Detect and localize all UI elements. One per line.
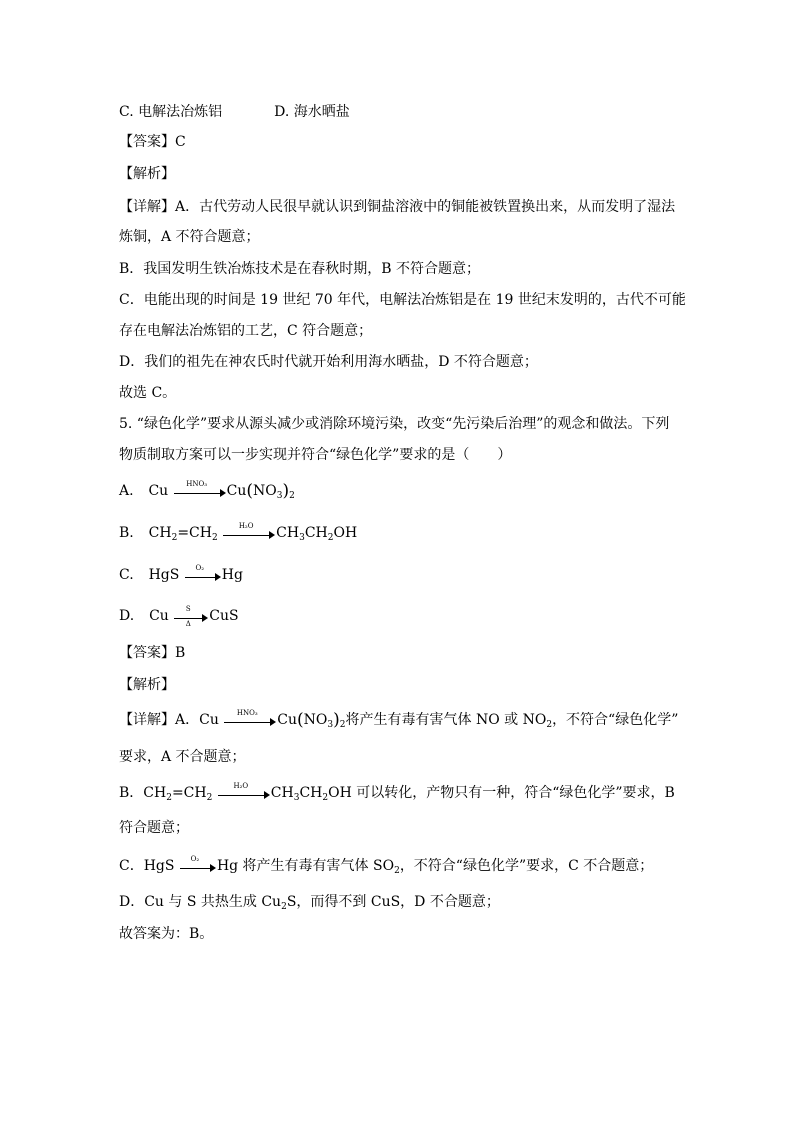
detail-d-pre: D．Cu 与 S 共热生成 Cu [119,894,282,910]
q5-detail-c [119,856,653,876]
q4-detail-a-line2: 炼铜，A 不符合题意； [119,229,260,245]
detail-a-product-inner-sub: 3 [327,720,334,730]
detail-c-tail: ，不符合“绿色化学”要求，C 不合题意； [399,858,654,874]
detail-d-post: S，而得不到 CuS，D 不合题意； [286,894,500,910]
detail-b-reactant-eq: =CH [171,785,207,801]
option-d-text: D. 海水晒盐 [274,104,350,120]
option-b-reactant-1-sub: 2 [171,533,178,543]
option-d-reagent-below: Δ [185,620,191,628]
option-a-product-sub: 2 [289,491,295,501]
detail-b-product-2-sub: 2 [322,793,329,803]
reaction-arrow-icon [174,480,226,499]
option-b-reagent: H₂O [238,522,254,530]
reaction-arrow-icon [223,522,275,541]
q5-analysis-heading: 【解析】 [119,677,175,693]
option-d-label: D. [119,608,135,624]
q4-detail-d: D．我们的祖先在神农氏时代就开始利用海水晒盐，D 不符合题意； [119,354,538,370]
detail-a-tail: ，不符合“绿色化学” [552,712,679,728]
detail-c-prefix: C．HgS [119,858,175,874]
q4-answer: 【答案】C [119,134,186,150]
option-a-reagent: HNO₃ [186,480,208,488]
detail-b-suffix: OH 可以转化，产物只有一种，符合“绿色化学”要求，B [328,785,675,801]
option-d-reactant: Cu [149,608,169,624]
q5-detail-b-line2: 符合题意； [119,820,189,836]
q4-detail-a-line1: 【详解】A．古代劳动人民很早就认识到铜盐溶液中的铜能被铁置换出来，从而发明了湿法 [119,199,676,215]
detail-a-suffix: 将产生有毒有害气体 NO 或 NO [345,712,547,728]
reaction-arrow-icon [185,564,221,583]
option-b-reactant-2-sub: 2 [211,533,218,543]
detail-b-reactant-1-sub: 2 [166,793,172,803]
option-b-product-2-sub: 2 [327,533,334,543]
option-a-product-prefix: Cu [226,483,247,499]
detail-a-reagent: HNO₃ [236,709,258,717]
detail-b-reactant-2-sub: 2 [206,793,213,803]
q5-detail-a-line2: 要求，A 不合题意； [119,749,246,765]
q4-analysis-heading: 【解析】 [119,166,175,182]
detail-c-mid: Hg 将产生有毒有害气体 SO [216,858,395,874]
detail-b-product-1-sub: 3 [293,793,300,803]
q5-stem-line2: 物质制取方案可以一步实现并符合“绿色化学”要求的是（ ） [119,447,512,463]
detail-c-mid-sub: 2 [394,866,400,876]
reaction-arrow-icon [218,782,270,801]
option-a-product-inner-sub: 3 [276,491,283,501]
reaction-arrow-icon [224,709,276,728]
option-b-product-1: CH [276,525,300,541]
detail-c-reagent: O₂ [190,855,200,863]
q5-answer: 【答案】B [119,645,186,661]
option-b-reactant-eq: =CH [177,525,212,541]
q5-conclusion: 故答案为：B。 [119,926,214,942]
option-b-product-3: OH [333,525,358,541]
q4-detail-b: B．我国发明生铁冶炼技术是在春秋时期，B 不符合题意； [119,261,481,277]
reaction-arrow-icon [174,605,208,628]
q5-detail-a-line1: 【详解】A．Cu HNO₃ $Cu(NO_3)_2$将产生有毒有害气体 NO 或 $NO_2$，不符合“绿色化学” [119,709,679,730]
q5-option-d [119,606,239,626]
detail-b-prefix: B．CH [119,785,167,801]
option-c-reagent: O₂ [195,564,205,572]
reaction-arrow-icon [180,855,216,874]
detail-a-product-prefix: Cu [277,712,298,728]
q4-conclusion: 故选 C。 [119,385,177,401]
detail-d-sub: 2 [281,902,287,912]
option-c-reactant: HgS [148,567,180,583]
detail-a-suffix-sub: 2 [546,720,553,730]
q5-option-a: A. Cu HNO₃ $Cu(NO_3)_2$ [119,480,295,501]
option-d-reagent-above: S [185,605,191,613]
q5-option-c [119,565,243,585]
detail-a-product-inner: NO [303,712,328,728]
q5-stem-line1: 5. “绿色化学”要求从源头减少或消除环境污染，改变“先污染后治理”的观念和做法。下列 [119,416,670,432]
option-a-reactant: Cu [148,483,169,499]
q5-detail-d [119,892,500,912]
option-c-text: C. 电解法冶炼铝 [119,104,223,120]
option-c-label: C. [119,567,134,583]
option-b-label: B. [119,525,134,541]
option-b-product-2: CH [304,525,328,541]
detail-b-product-2: CH [299,785,323,801]
q4-options-row [119,102,350,122]
q4-detail-c-line2: 存在电解法冶炼铝的工艺，C 符合题意； [119,323,373,339]
q4-detail-c-line1: C．电能出现的时间是 19 世纪 70 年代，电解法冶炼铝是在 19 世纪末发明的，古代不可能 [119,292,686,308]
q5-option-b [119,523,357,543]
detail-a-product-sub: 2 [339,720,346,730]
detail-a-prefix: 【详解】A．Cu [119,712,219,728]
option-a-label: A. [119,483,134,499]
option-a-product-inner: NO [253,483,277,499]
detail-b-product-1: CH [270,785,294,801]
option-b-reactant-1: CH [148,525,172,541]
q5-detail-b-line1 [119,783,675,803]
option-b-product-1-sub: 3 [299,533,305,543]
detail-b-reagent: H₂O [233,782,249,790]
option-d-product: CuS [209,608,239,624]
option-c-product: Hg [221,567,243,583]
